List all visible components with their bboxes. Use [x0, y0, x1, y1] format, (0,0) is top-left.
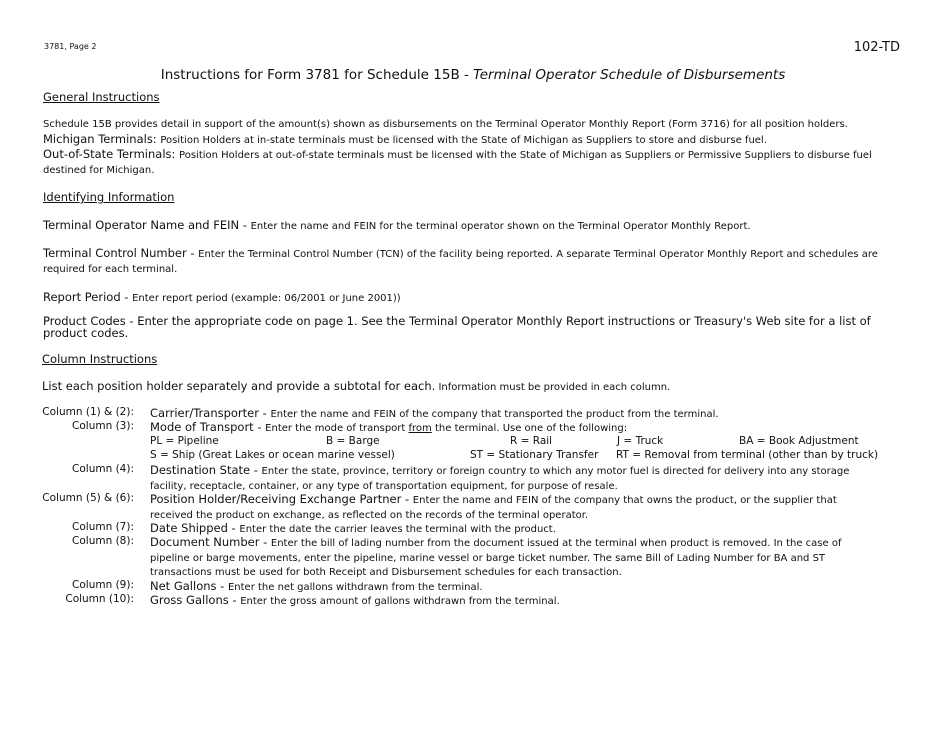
column-text: Enter the name and FEIN of the company that owns the product, or the supplier that received the product on exchange, as reflected on the records of the terminal operator.: [150, 495, 837, 521]
operator-name-paragraph: [43, 218, 913, 235]
column-title: Document Number -: [150, 535, 271, 549]
column-text-from: from: [408, 423, 432, 434]
column-text: Enter the bill of lading number from the document issued at the terminal when product is removed. In the case of pipeline or barge movements, enter the pipeline, marine vessel or barge ticket number. The same Bill of Lading Number for BA and ST transactions must be used for both Receipt and Disbursement schedules for each transaction.: [150, 538, 842, 578]
tcn-label: Terminal Control Number -: [43, 246, 199, 260]
michigan-terminals-text: Position Holders at in-state terminals must be licensed with the State of Michigan as Suppliers to store and disburse fuel.: [160, 135, 767, 146]
column-label: Column (7):: [72, 521, 134, 533]
form-code: 102-TD: [853, 40, 900, 55]
column-instruction: [150, 492, 875, 523]
tcn-text: Enter the Terminal Control Number (TCN) of the facility being reported. A separate Terminal Operator Monthly Report and schedules are required for each terminal.: [43, 249, 878, 275]
column-title: Net Gallons -: [150, 579, 228, 593]
out-of-state-text: Position Holders at out-of-state terminals must be licensed with the State of Michigan as Suppliers or Permissive Suppliers to disburse fuel destined for Michigan.: [43, 150, 872, 176]
column-text: Enter the name and FEIN of the company that transported the product from the terminal.: [270, 409, 719, 420]
column-intro-small: Information must be provided in each column.: [435, 382, 671, 393]
column-text: Enter the net gallons withdrawn from the terminal.: [227, 582, 483, 593]
operator-name-label: Terminal Operator Name and FEIN -: [43, 218, 251, 232]
general-paragraph: Schedule 15B provides detail in support of the amount(s) shown as disbursements on the Terminal Operator Monthly Report (Form 3716) for all position holders.: [43, 119, 848, 130]
transport-mode: B = Barge: [326, 435, 380, 447]
column-instructions-heading: Column Instructions: [42, 352, 158, 366]
column-label: Column (3):: [72, 420, 134, 432]
column-instruction: [150, 463, 875, 494]
column-title: Gross Gallons -: [150, 593, 241, 607]
column-text: Enter the gross amount of gallons withdrawn from the terminal.: [240, 596, 560, 607]
column-title: Destination State -: [150, 463, 262, 477]
column-label: Column (1) & (2):: [42, 406, 134, 418]
page-title: [0, 67, 946, 83]
column-label: Column (4):: [72, 463, 134, 475]
column-text: Enter the mode of transport: [265, 423, 409, 434]
column-title: Position Holder/Receiving Exchange Partner -: [150, 492, 413, 506]
transport-mode: R = Rail: [510, 435, 553, 447]
transport-mode: PL = Pipeline: [150, 435, 219, 447]
out-of-state-paragraph: [43, 147, 913, 178]
column-title: Date Shipped -: [150, 521, 240, 535]
product-codes-paragraph: Product Codes - Enter the appropriate code on page 1. See the Terminal Operator Monthly Report instructions or Treasury's Web site for a list of product codes.: [43, 314, 871, 340]
report-period-label: Report Period -: [43, 290, 133, 304]
title-italic: Terminal Operator Schedule of Disbursements: [473, 67, 786, 83]
column-text: Enter the date the carrier leaves the terminal with the product.: [239, 524, 556, 535]
report-period-paragraph: [43, 290, 913, 307]
operator-name-text: Enter the name and FEIN for the terminal operator shown on the Terminal Operator Monthly Report.: [250, 221, 751, 232]
column-text: Enter the state, province, territory or foreign country to which any motor fuel is directed for delivery into any storage facility, receptacle, container, or any type of transportation equipment, for purpose of resale.: [150, 466, 850, 492]
page-reference: 3781, Page 2: [44, 42, 97, 51]
column-label: Column (10):: [65, 593, 134, 605]
identifying-information-heading: Identifying Information: [43, 190, 175, 204]
title-main: Instructions for Form 3781 for Schedule 15B -: [160, 67, 474, 83]
column-intro-main: List each position holder separately and provide a subtotal for each.: [42, 379, 436, 393]
column-instruction: [150, 535, 875, 581]
transport-mode: J = Truck: [617, 435, 664, 447]
column-label: Column (8):: [72, 535, 134, 547]
transport-mode: BA = Book Adjustment: [739, 435, 859, 447]
tcn-paragraph: [43, 246, 913, 277]
report-period-text: Enter report period (example: 06/2001 or June 2001)): [132, 293, 401, 304]
column-label: Column (5) & (6):: [42, 492, 134, 504]
transport-mode: S = Ship (Great Lakes or ocean marine vessel): [150, 449, 395, 461]
transport-mode: RT = Removal from terminal (other than by truck): [616, 449, 879, 461]
column-instruction: [150, 593, 880, 610]
column-text: the terminal. Use one of the following:: [431, 423, 628, 434]
transport-mode: ST = Stationary Transfer: [470, 449, 599, 461]
column-title: Carrier/Transporter -: [150, 406, 271, 420]
column-label: Column (9):: [72, 579, 134, 591]
out-of-state-label: Out-of-State Terminals:: [43, 147, 180, 161]
michigan-terminals-label: Michigan Terminals:: [43, 132, 161, 146]
general-instructions-heading: General Instructions: [43, 90, 160, 104]
column-intro: [42, 378, 912, 396]
column-title: Mode of Transport -: [150, 420, 266, 434]
